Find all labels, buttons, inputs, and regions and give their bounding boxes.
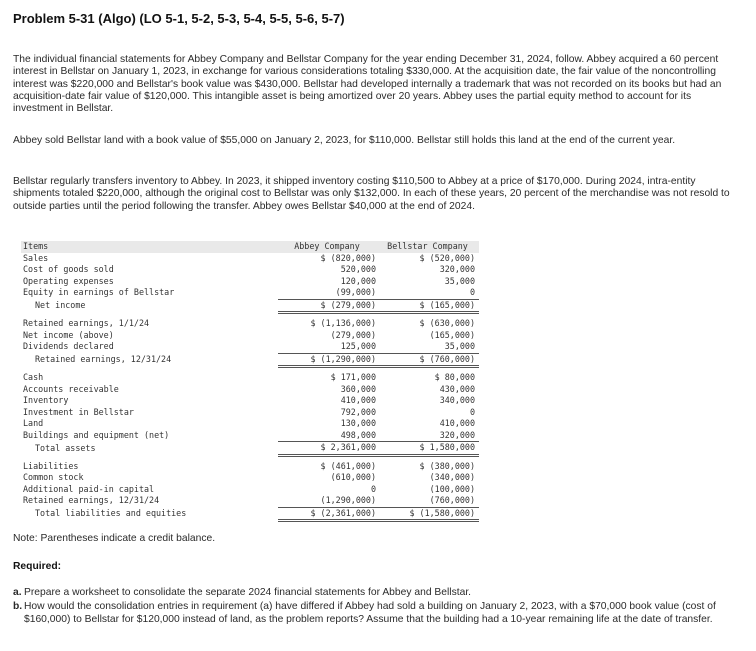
row-label: Land [23, 418, 44, 428]
bellstar-value: 340,000 [439, 395, 475, 405]
row-label: Retained earnings, 12/31/24 [35, 354, 172, 364]
bellstar-value: (340,000) [429, 472, 475, 482]
financial-statements-table [21, 241, 479, 522]
table-row [21, 395, 479, 407]
bellstar-value: 0 [469, 406, 475, 417]
abbey-value: 410,000 [340, 395, 376, 405]
table-row [21, 507, 479, 521]
row-label: Common stock [23, 472, 84, 482]
bellstar-value: 0 [380, 287, 479, 299]
column-header-items: Items [21, 241, 278, 253]
abbey-value: 125,000 [278, 341, 380, 353]
table-row [21, 472, 479, 484]
table-row [21, 287, 479, 299]
table-row [21, 418, 479, 430]
table-row [21, 353, 479, 367]
row-label: Sales [23, 252, 49, 263]
bellstar-value: $ 1,580,000 [380, 442, 479, 456]
table-row [21, 299, 479, 313]
table-row [21, 384, 479, 396]
row-label: Retained earnings, 1/1/24 [23, 318, 150, 328]
requirement-text: Prepare a worksheet to consolidate the separate 2024 financial statements for Abbey and Bellstar. [24, 587, 472, 598]
credit-balance-note: Note: Parentheses indicate a credit balance. [13, 533, 216, 544]
bellstar-value: $ (1,580,000) [380, 507, 479, 521]
row-label: Retained earnings, 12/31/24 [23, 495, 160, 506]
problem-title: Problem 5-31 (Algo) (LO 5-1, 5-2, 5-3, 5-4, 5-5, 5-6, 5-7) [13, 11, 345, 26]
table-row [21, 253, 479, 265]
table-row [21, 442, 479, 456]
problem-paragraph: The individual financial statements for Abbey Company and Bellstar Company for the year ending December 31, 2024, follow. Abbey acquired a 60 percent interest in Bellstar on January 1, 2023, in exchange for various considerations totaling $330,000. At the acquisition date, the fair value of the noncontrolling interest was $220,000 and Bellstar's book value was $430,000. Bellstar had developed internally a trademark that was not recorded on its books but had an acquisition-date fair value of $120,000. This intangible asset is being amortized over 20 years. Abbey uses the partial equity method to account for its investment in Bellstar. [13, 54, 722, 115]
abbey-value: 0 [370, 483, 376, 494]
row-label: Operating expenses [23, 275, 114, 286]
row-label: Inventory [23, 395, 69, 405]
column-header-bellstar: Bellstar Company [380, 241, 479, 253]
abbey-value: $ 2,361,000 [278, 442, 380, 456]
table-header-row [21, 241, 479, 253]
table-row [21, 330, 479, 342]
bellstar-value: 320,000 [439, 264, 475, 274]
problem-paragraph: Abbey sold Bellstar land with a book value of $55,000 on January 2, 2023, for $110,000. Bellstar still holds this land at the end of the current year. [13, 135, 676, 146]
bellstar-value: $ (380,000) [419, 460, 475, 471]
abbey-value: 792,000 [340, 406, 376, 417]
abbey-value: 360,000 [340, 383, 376, 394]
bellstar-value: (760,000) [380, 495, 479, 507]
abbey-value: 520,000 [340, 264, 376, 274]
bellstar-value: (100,000) [429, 483, 475, 494]
table-row [21, 407, 479, 419]
bellstar-value: $ 80,000 [434, 372, 475, 382]
table-row [21, 461, 479, 473]
problem-paragraph: Bellstar regularly transfers inventory to Abbey. In 2023, it shipped inventory costing $110,500 to Abbey at a price of $170,000. During 2024, intra-entity shipments totaled $220,000, although the original cost to Bellstar was only $132,000. In each of these years, 20 percent of the merchandise was not resold to outside parties until the period following the transfer. Abbey owes Bellstar $40,000 at the end of 2024. [13, 176, 730, 212]
bellstar-value: 430,000 [439, 383, 475, 394]
requirement-letter: a. [13, 587, 22, 598]
abbey-value: $ (2,361,000) [278, 507, 380, 521]
row-label: Total assets [35, 442, 96, 453]
row-label: Dividends declared [23, 341, 114, 352]
table-row [21, 372, 479, 384]
abbey-value: $ 171,000 [330, 372, 376, 382]
bellstar-value: $ (165,000) [380, 299, 479, 313]
row-label: Cost of goods sold [23, 264, 114, 274]
abbey-value: 120,000 [340, 275, 376, 286]
abbey-value: (1,290,000) [278, 495, 380, 507]
requirements-list [13, 587, 731, 628]
row-label: Additional paid-in capital [23, 483, 155, 494]
table-row [21, 264, 479, 276]
row-label: Total liabilities and equities [35, 508, 187, 518]
abbey-value: $ (1,290,000) [278, 353, 380, 367]
abbey-value: $ (820,000) [320, 252, 376, 263]
table-row [21, 276, 479, 288]
row-label: Net income (above) [23, 329, 114, 340]
table-row [21, 341, 479, 353]
bellstar-value: $ (520,000) [419, 252, 475, 263]
bellstar-value: 320,000 [380, 430, 479, 442]
abbey-value: $ (1,136,000) [310, 318, 376, 328]
bellstar-value: 35,000 [380, 341, 479, 353]
abbey-value: $ (279,000) [278, 299, 380, 313]
row-label: Buildings and equipment (net) [23, 429, 170, 440]
abbey-value: $ (461,000) [320, 460, 376, 471]
required-heading: Required: [13, 561, 62, 572]
abbey-value: 130,000 [340, 418, 376, 428]
requirement-item [13, 601, 731, 626]
bellstar-value: $ (630,000) [419, 318, 475, 328]
table-row [21, 495, 479, 507]
table-row [21, 484, 479, 496]
requirement-text: How would the consolidation entries in requirement (a) have differed if Abbey had sold a building on January 2, 2023, with a $70,000 book value (cost of $160,000) to Bellstar for $120,000 instead of land, as the problem reports? Assume that the building had a 10-year remaining life at the date of transfer. [24, 601, 716, 625]
abbey-value: (610,000) [330, 472, 376, 482]
abbey-value: 498,000 [278, 430, 380, 442]
requirement-letter: b. [13, 601, 23, 613]
abbey-value: (99,000) [278, 287, 380, 299]
row-label: Equity in earnings of Bellstar [23, 287, 175, 298]
column-header-abbey: Abbey Company [278, 241, 380, 253]
row-label: Net income [35, 300, 86, 310]
table-row [21, 318, 479, 330]
row-label: Accounts receivable [23, 383, 119, 394]
row-label: Investment in Bellstar [23, 406, 134, 417]
table-row [21, 430, 479, 442]
row-label: Cash [23, 372, 44, 382]
bellstar-value: 35,000 [444, 275, 475, 286]
bellstar-value: 410,000 [439, 418, 475, 428]
bellstar-value: $ (760,000) [380, 353, 479, 367]
abbey-value: (279,000) [330, 329, 376, 340]
requirement-item [13, 587, 731, 599]
row-label: Liabilities [23, 460, 79, 471]
bellstar-value: (165,000) [429, 329, 475, 340]
